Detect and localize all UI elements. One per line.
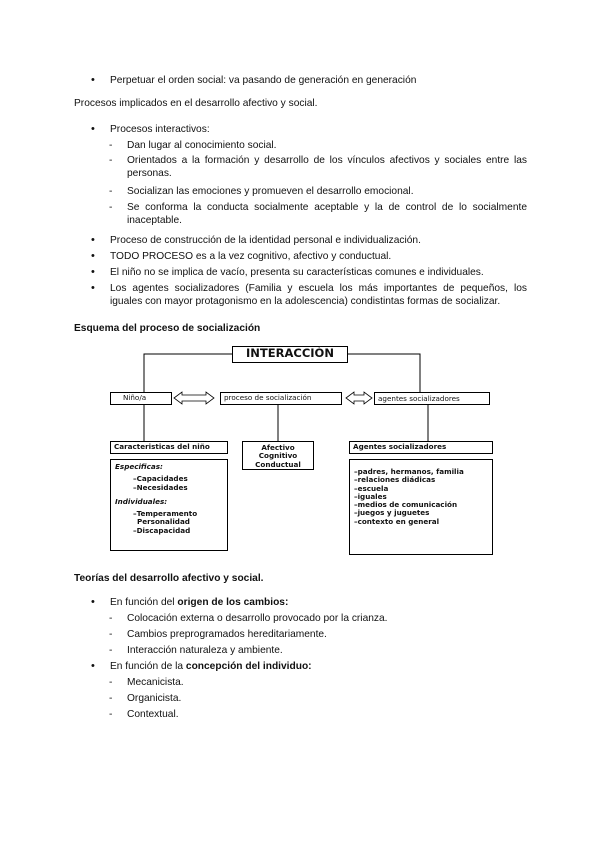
dimensiones-box: [242, 441, 314, 470]
origin-prefix: En función del: [110, 597, 178, 608]
sub-item: - Se conforma la conducta socialmente aceptable y la de control de lo socialmente inaceptable.: [127, 201, 527, 227]
origin-item: - Colocación externa o desarrollo provocado por la crianza.: [127, 612, 388, 625]
process-item: • Los agentes socializadores (Familia y escuela los más importantes de pequeños, los iguales con mayor protagonismo en la adolescencia) condistintas formas de socializar.: [110, 282, 527, 308]
individuales-item: –Discapacidad: [133, 525, 191, 535]
origin-item: - Cambios preprogramados hereditariamente.: [127, 628, 327, 641]
interaccion-box: INTERACCIÓN: [232, 346, 348, 363]
process-item: • TODO PROCESO es a la vez cognitivo, afectivo y conductual.: [110, 250, 391, 263]
agente-item: –medios de comunicación: [354, 500, 458, 510]
agente-item: –escuela: [354, 483, 389, 493]
sub-item: - Orientados a la formación y desarrollo de los vínculos afectivos y sociales entre las personas.: [127, 154, 527, 180]
intro-bullet: • Perpetuar el orden social: va pasando de generación en generación: [110, 74, 416, 87]
scheme-title: Esquema del proceso de socialización: [74, 323, 261, 334]
dimension-item: Afectivo: [261, 443, 295, 452]
concept-bold: concepción del individuo:: [185, 661, 312, 672]
connector-right: [348, 354, 420, 392]
especificas-item: –Necesidades: [133, 482, 188, 492]
sub-item: - Dan lugar al conocimiento social.: [127, 139, 277, 152]
agente-item: –contexto en general: [354, 516, 440, 526]
dimension-item: Cognitivo: [258, 451, 298, 461]
agente-item: –juegos y juguetes: [354, 508, 430, 518]
dimension-item: Conductual: [255, 459, 301, 469]
interactive-processes-label: • Procesos interactivos:: [110, 123, 210, 136]
agente-item: –relaciones diádicas: [354, 475, 436, 485]
origin-bullet: [110, 596, 288, 609]
origin-item: - Interacción naturaleza y ambiente.: [127, 644, 283, 657]
especificas-label: Especificas:: [115, 462, 163, 471]
double-arrow-left: [174, 392, 214, 404]
proceso-box: proceso de socialización: [220, 392, 342, 405]
especificas-item: –Capacidades: [133, 474, 188, 484]
nino-box: Niño/a: [110, 392, 172, 405]
individuales-item: –Temperamento: [133, 509, 198, 519]
individuales-item: Personalidad: [137, 517, 190, 527]
processes-title: Procesos implicados en el desarrollo afectivo y social.: [74, 98, 318, 109]
sub-item: - Socializan las emociones y promueven el desarrollo emocional.: [127, 185, 414, 198]
double-arrow-right: [346, 392, 372, 404]
agentes-title-box: Agentes socializadores: [349, 441, 493, 454]
concept-prefix: En función de la: [110, 661, 186, 672]
caracteristicas-title-box: Caracteristicas del niño: [110, 441, 228, 454]
agente-item: –padres, hermanos, familia: [354, 467, 464, 476]
caracteristicas-box: [110, 459, 228, 551]
process-item: • El niño no se implica de vacío, presenta su características comunes e individuales.: [110, 266, 484, 279]
concept-item: - Contextual.: [127, 708, 179, 721]
origin-bold: origen de los cambios:: [177, 597, 289, 608]
concept-item: - Organicista.: [127, 692, 181, 705]
connector-left: [144, 354, 232, 392]
individuales-label: Individuales:: [115, 496, 168, 506]
socialization-diagram: [108, 345, 500, 557]
theories-title: Teorías del desarrollo afectivo y social.: [74, 573, 264, 584]
concept-bullet: [110, 660, 312, 673]
process-item: • Proceso de construcción de la identidad personal e individualización.: [110, 234, 421, 247]
concept-item: - Mecanicista.: [127, 676, 184, 689]
agentes-box: agentes socializadores: [374, 392, 490, 405]
agentes-list-box: [349, 459, 493, 555]
agente-item: –iguales: [354, 491, 387, 501]
